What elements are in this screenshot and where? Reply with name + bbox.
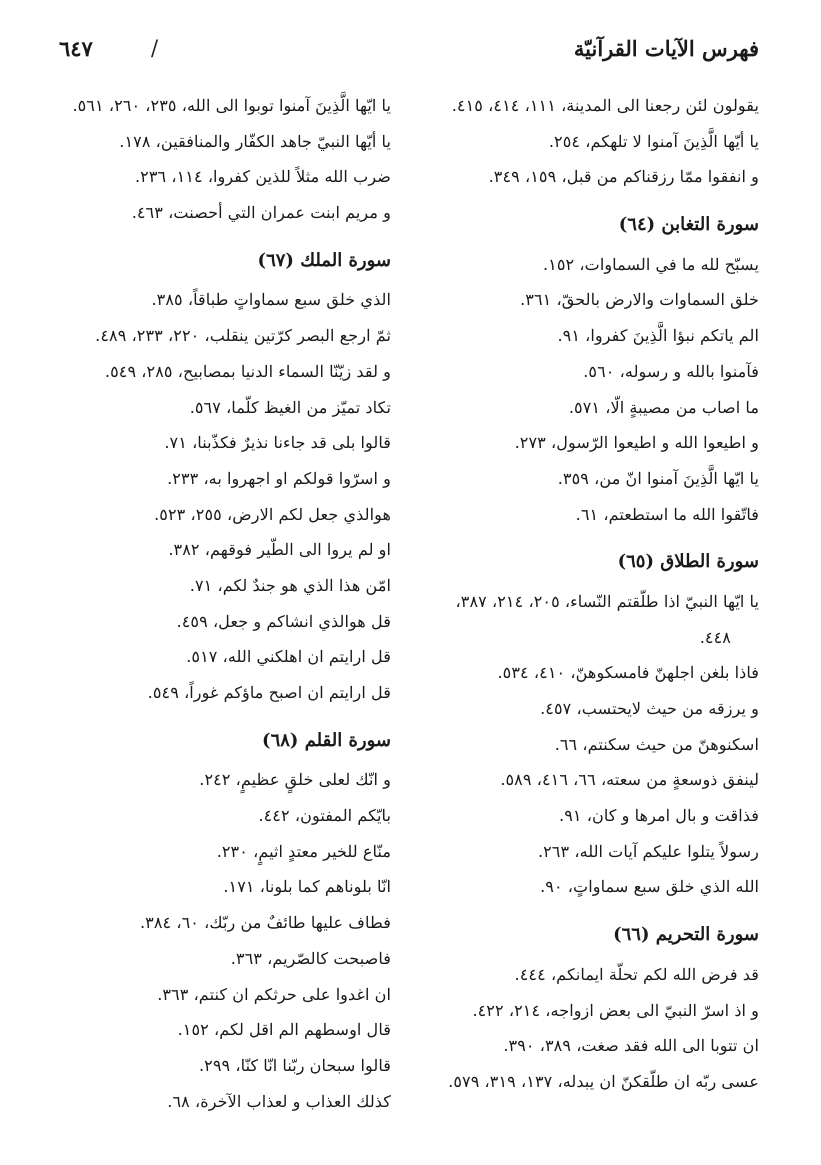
verse-entry-continuation: ٤٤٨. [699,627,731,647]
verse-entry: فاصبحت كالصّريم، ٣٦٣. [230,948,391,968]
verse-entry: يا ايّها الَّذِينَ آمنوا توبوا الى الله، ٢٣٥، ٢٦٠، ٥٦١. [72,96,391,115]
title-separator: / [151,36,159,60]
verse-entry: فاتّقوا الله ما استطعتم، ٦١. [575,504,759,524]
surah-heading: سورة الطلاق (٦٥) [617,551,759,573]
verse-entry: قل ارايتم ان اهلكني الله، ٥١٧. [186,647,391,667]
verse-entry: و انفقوا ممّا رزقناكم من قبل، ١٥٩، ٣٤٩. [488,167,759,187]
left-column [41,88,391,1119]
verse-entry: اسكنوهنّ من حيث سكنتم، ٦٦. [554,734,759,754]
verse-entry: رسولاً يتلوا عليكم آيات الله، ٢٦٣. [537,841,759,861]
verse-entry: فاذا بلغن اجلهنّ فامسكوهنّ، ٤١٠، ٥٣٤. [497,663,759,683]
verse-entry: ان تتوبا الى الله فقد صغت، ٣٨٩، ٣٩٠. [503,1036,759,1056]
verse-entry: يسبّح لله ما في السماوات، ١٥٢. [543,254,759,274]
verse-entry: تكاد تميّز من الغيظ كلّما، ٥٦٧. [189,397,391,417]
verse-entry: فطاف عليها طائفٌ من ربّك، ٦٠، ٣٨٤. [139,913,391,933]
verse-entry: منّاع للخير معتدٍ اثيمٍ، ٢٣٠. [216,841,391,861]
verse-entry: ضرب الله مثلاً للذين كفروا، ١١٤، ٢٣٦. [134,167,391,187]
verse-entry: يا ايّها النبيّ اذا طلّقتم النّساء، ٢٠٥، ٢١٤، ٣٨٧، [455,591,759,611]
verse-entry: قالوا بلى قد جاءنا نذيرٌ فكذّبنا، ٧١. [164,433,391,453]
verse-entry: قال اوسطهم الم اقل لكم، ١٥٢. [177,1020,391,1040]
verse-entry: بايّكم المفتون، ٤٤٢. [258,806,391,826]
verse-entry: الم ياتكم نبؤا الَّذِينَ كفروا، ٩١. [557,326,759,346]
running-title: فهرس الآيات القرآنيّة [573,36,759,61]
verse-entry: و اطيعوا الله و اطيعوا الرّسول، ٢٧٣. [514,433,759,453]
verse-entry: و يرزقه من حيث لايحتسب، ٤٥٧. [540,699,759,718]
verse-entry: يا أيّها النبيّ جاهد الكفّار والمنافقين، ١٧٨. [119,131,391,151]
verse-entry: عسى ربّه ان طلّقكنّ ان يبدله، ١٣٧، ٣١٩، ٥٧٩. [448,1071,759,1091]
verse-entry: او لم يروا الى الطّير فوقهم، ٣٨٢. [168,540,391,560]
surah-heading: سورة الملك (٦٧) [257,249,391,271]
verse-entry: فذاقت و بال امرها و كان، ٩١. [559,806,759,826]
page-number: ٦٤٧ [59,36,93,61]
verse-entry: الذي خلق سبع سماواتٍ طباقاً، ٣٨٥. [151,290,391,310]
verse-entry: لينفق ذوسعةٍ من سعته، ٦٦، ٤١٦، ٥٨٩. [500,770,759,790]
verse-entry: يا ايّها الَّذِينَ آمنوا انّ من، ٣٥٩. [557,468,759,488]
verse-entry: يقولون لئن رجعنا الى المدينة، ١١١، ٤١٤، ٤١٥. [451,96,759,115]
verse-entry: ثمّ ارجع البصر كرّتين ينقلب، ٢٢٠، ٢٣٣، ٤٨٩. [95,326,391,346]
verse-entry: و لقد زيّنّا السماء الدنيا بمصابيح، ٢٨٥، ٥٤٩. [104,361,391,381]
verse-entry: و اسرّوا قولكم او اجهروا به، ٢٣٣. [167,468,391,488]
verse-entry: ان اغدوا على حرثكم ان كنتم، ٣٦٣. [157,984,391,1004]
verse-entry: و انّك لعلى خلقٍ عظيمٍ، ٢٤٢. [199,770,391,790]
verse-entry: هوالذي جعل لكم الارض، ٢٥٥، ٥٢٣. [154,504,391,524]
verse-entry: قد فرض الله لكم تحلّة ايمانكم، ٤٤٤. [514,964,759,984]
verse-entry: يا أيّها الَّذِينَ آمنوا لا تلهكم، ٢٥٤. [548,131,759,151]
surah-heading: سورة القلم (٦٨) [262,729,391,751]
verse-entry: و اذ اسرّ النبيّ الى بعض ازواجه، ٢١٤، ٤٢٢. [472,1000,759,1020]
verse-entry: الله الذي خلق سبع سماواتٍ، ٩٠. [540,877,759,897]
surah-heading: سورة التغابن (٦٤) [618,214,759,236]
verse-entry: قالوا سبحان ربّنا انّا كنّا، ٢٩٩. [199,1055,391,1075]
right-column [381,88,759,1100]
verse-entry: قل ارايتم ان اصبح ماؤكم غوراً، ٥٤٩. [147,683,391,702]
verse-entry: و مريم ابنت عمران التي أحصنت، ٤٦٣. [131,203,391,223]
surah-heading: سورة التحريم (٦٦) [613,924,759,946]
verse-entry: قل هوالذي انشاكم و جعل، ٤٥٩. [176,611,391,631]
verse-entry: فآمنوا بالله و رسوله، ٥٦٠. [583,361,759,381]
page-header [59,36,759,70]
verse-entry: انّا بلوناهم كما بلونا، ١٧١. [223,877,391,897]
verse-entry: كذلك العذاب و لعذاب الآخرة، ٦٨. [167,1091,391,1111]
verse-entry: خلق السماوات والارض بالحقّ، ٣٦١. [520,290,759,310]
verse-entry: ما اصاب من مصيبةٍ الّا، ٥٧١. [568,397,759,417]
verse-entry: امّن هذا الذي هو جندٌ لكم، ٧١. [189,575,391,595]
